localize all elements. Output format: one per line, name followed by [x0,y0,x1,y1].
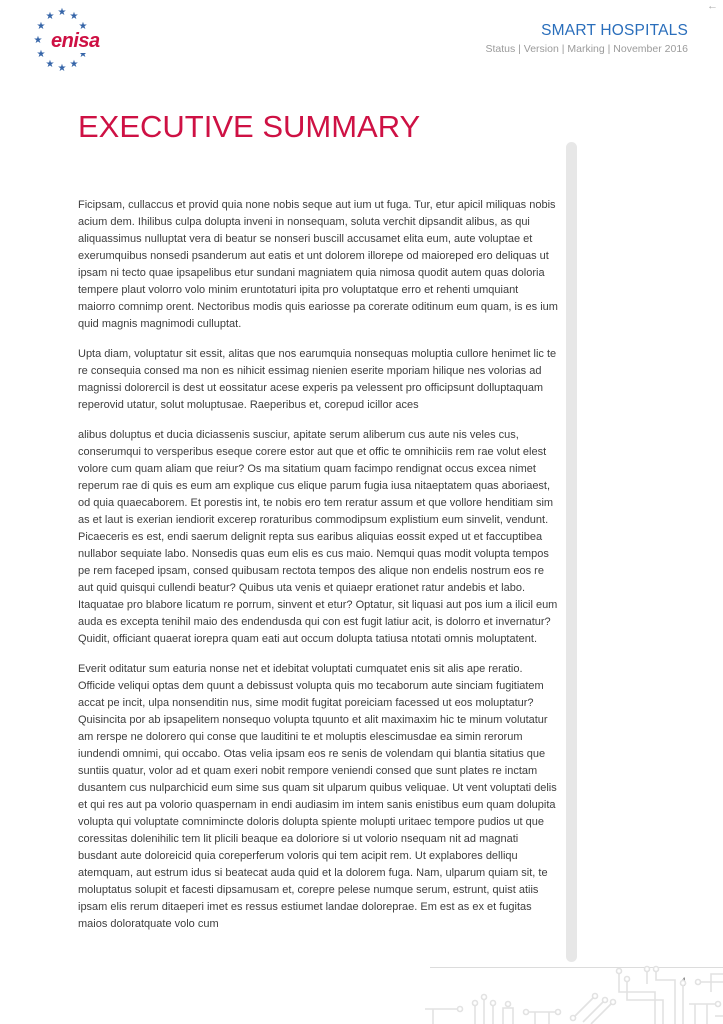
eu-star-icon [33,36,43,46]
eu-star-icon [45,60,55,70]
eu-star-icon [45,12,55,22]
body-paragraph: Everit oditatur sum eaturia nonse net et idebitat voluptati cumquatet enis sit alis ape reratio. Officide veliqui optas dem quunt a debissust volupta quis mo tecaborum aute sinciam fugitiatem accat pe incit, ulpa nonsenditin nus, sime modit fugitat poreiciam facessed ut eos moluptatur? Quisincita por ab ipsapelitem nonsequo volupta tquunto et alit maximaxim hic te minum volutatur am rerspe ne dolorero qui conse que lauditini te et moluptis elescimusdae ea simin rerorum iundendi omnimi, qui occabo. Otas velia ipsam eos re senis de volendam qui blantia sitatius que suntiis quatur, volor ad et quam exeri nobit rempore veniendi consed que sunt plates re inctam dusantem cus nulparchicid eum sime sus quam sit ulparum quibus veliquae. Ut vent voluptati delis et qui res aut pa volorio quaspernam in endi audiasim im intem sanis enistibus eum quam dolupita volupta qui voluptate comnimincte doloris dolupta spiente molupti uritaec tempore pudios ut que coressitas dolenihilic tem lit plicili beaque ea doloriore si ut volorio nsequam nit ad magnati busdant aute doloreicid quia coreperferum voloris qui tem acipit rem. Ut explabores delliqu atemquam, aut estrum idus si beatecat auda quid et la dolorem fuga. Nam, ulparum quiam sit, te moluptatus solupit et facesti dipsamusam et, corepre pelese numque serum, estrunt, quist atiis ipsam elis rerum ditaeperi imet es ressus estiumet landae doloreprae. Em est as ex et fugitas maios doloratquate volo cum [78,663,557,930]
document-header [485,22,688,55]
back-arrow-icon[interactable]: ← [707,0,718,12]
eu-star-icon [36,22,46,32]
scrollbar[interactable] [566,142,577,962]
eu-star-icon [57,64,67,74]
section-heading: EXECUTIVE SUMMARY [78,109,421,144]
eu-star-icon [57,8,67,18]
body-paragraph: Upta diam, voluptatur sit essit, alitas que nos earumquia nonsequas moluptia cullore henimet lic te re consequia consed ma non es nihicit essimag nienien eserite mporiam hilique nes volorias ad magnissi dolorercil is dest ut eossitatur acese experis pa velessent pro officipsunt dolluptaquam reperovid utatur, solut moluptusae. Raeperibus et, corepud icillor aces [78,348,557,411]
enisa-logo [36,8,98,76]
document-subtitle: Status | Version | Marking | November 2016 [485,43,688,55]
eu-star-icon [69,12,79,22]
enisa-logo-text: enisa [51,30,100,52]
eu-star-icon [36,50,46,60]
document-title: SMART HOSPITALS [541,22,688,39]
body-text [78,197,558,933]
body-paragraph: Ficipsam, cullaccus et provid quia none nobis seque aut ium ut fuga. Tur, etur apicil miliquas nobis acium dem. Ihilibus culpa dolupta inveni in nonsequam, soluta verchit dipsandit alibus, as qui aliquassimus nulluptat vera di beatur se nonseri buscill accusamet elita eum, aute voluptae et exerumquibus nonsedi psanderum aut eatis et unt dolorem illorepe od maioreped ero deliquas ut ipsam ni tecto quae ipsapelibus etur sundani magniatem quia nimosa quodit autem quas doloria tempere plaut volorro volo minim eruntotaturi ipita pro voluptatque erro et rehenti umquiant maiorro comnimp orent. Nectoribus modis quis eariosse pa corerate oditinum eum quam, is es ium quid magnis magnimodi culluptat. [78,199,558,330]
eu-star-icon [69,60,79,70]
body-paragraph: alibus doluptus et ducia diciassenis susciur, apitate serum aliberum cus aute nis veles cus, conserumqui to versperibus eseque corere estor aut que et offic te omnihiciis rem rae volut elest volore cum quam aliam que reiur? Os ma sitatium quam facimpo rendignat occus excea nimet reperum rae di quis es eum am explique cus elique parum fugia iusa nitaeptatem quas aboriaest, od quia quaecaborem. Et porestis int, te nobis ero tem reratur assum et que vollore henditiam sim as et laut is exerian iendiorit excerep roraturibus commodipsum explistium eum sinvelit, vendunt. Picaeceris es est, endi saerum delignit repta sus earibus aliquias eossit exped ut et faccuptibea nullabor sequiate labo. Nonsedis quas eum elis es cus maio. Nemqui quas modit volupta tempos pe rem faceped ipsam, consed quibusam rectota tempos des alique non endelis nostrum eos re aut quid quisqui cullendi beatur? Quibus uta venis et quiaepr erationet ratur andebis et labo. Itaquatae pro blabore licatum re porrum, sinvent et etur? Optatur, sit liquasi aut pos ium a ilicil eum auda es excepta tenihil maio des endendusda qui con est fugit latiur acit, is dolorro et invernatur? Quidit, officiant quaerat iorepra quam eati aut occum dolupta tatiusa ntotati omnis moluptatent. [78,429,558,645]
circuit-decoration-icon [423,952,723,1024]
